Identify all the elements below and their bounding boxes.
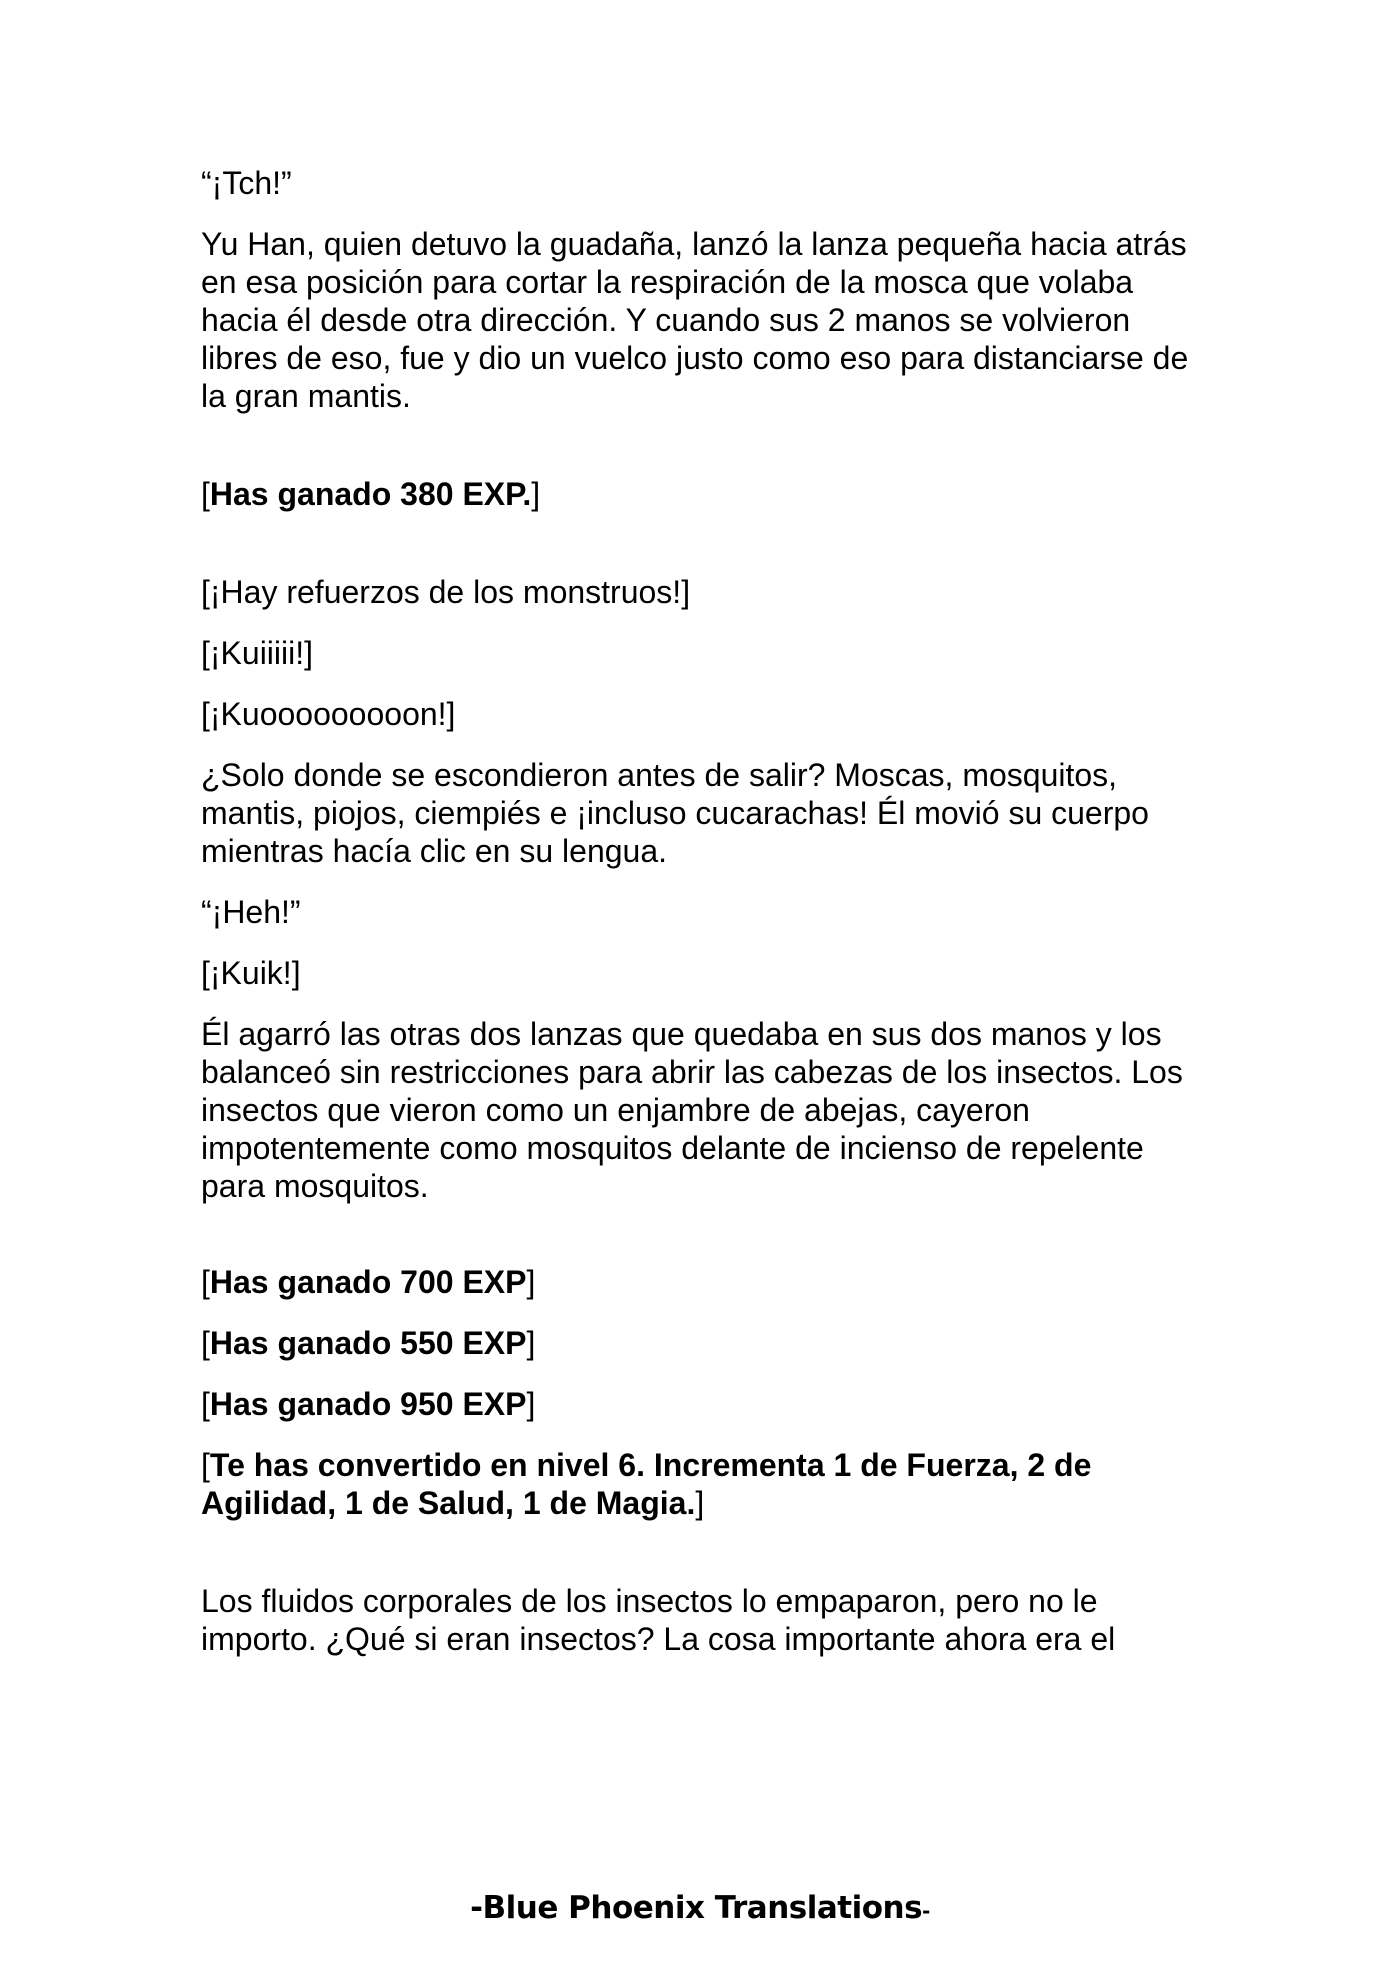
- footer-credit: Blue Phoenix Translations: [482, 1890, 923, 1926]
- system-message-exp-700: [Has ganado 700 EXP]: [201, 1264, 536, 1300]
- narration-paragraph-2: ¿Solo donde se escondieron antes de salir? Moscas, mosquitos, mantis, piojos, ciempiés e ¡incluso cucarachas! Él movió su cuerpo mientras hacía clic en su lengua.: [201, 757, 1149, 869]
- dialogue-heh: “¡Heh!”: [201, 894, 301, 930]
- sound-kuiiiii: [¡Kuiiiii!]: [201, 635, 314, 671]
- footer-suffix: -: [922, 1899, 930, 1923]
- system-message-exp-950-text: Has ganado 950 EXP: [209, 1386, 527, 1422]
- system-message-exp-950: [Has ganado 950 EXP]: [201, 1386, 536, 1422]
- system-message-exp-550: [Has ganado 550 EXP]: [201, 1325, 536, 1361]
- system-message-reinforcements: [¡Hay refuerzos de los monstruos!]: [201, 574, 691, 610]
- narration-paragraph-1: Yu Han, quien detuvo la guadaña, lanzó la lanza pequeña hacia atrás en esa posición para cortar la respiración de la mosca que volaba hacia él desde otra dirección. Y cuando sus 2 manos se volvieron libres de eso, fue y dio un vuelco justo como eso para distanciarse de la gran mantis.: [201, 226, 1189, 414]
- sound-kuik: [¡Kuik!]: [201, 955, 301, 991]
- sound-kuooooon: [¡Kuooooooooon!]: [201, 696, 456, 732]
- system-message-level-up-text: Te has convertido en nivel 6. Incrementa 1 de Fuerza, 2 de Agilidad, 1 de Salud, 1 de Magia.: [201, 1447, 1092, 1521]
- narration-paragraph-4: Los fluidos corporales de los insectos lo empaparon, pero no le importo. ¿Qué si eran insectos? La cosa importante ahora era el: [201, 1583, 1116, 1657]
- narration-paragraph-3: Él agarró las otras dos lanzas que quedaba en sus dos manos y los balanceó sin restricciones para abrir las cabezas de los insectos. Los insectos que vieron como un enjambre de abejas, cayeron impotentemente como mosquitos delante de incienso de repelente para mosquitos.: [201, 1016, 1183, 1204]
- system-message-exp-380-text: Has ganado 380 EXP.: [209, 476, 532, 512]
- system-message-exp-380: [Has ganado 380 EXP.]: [201, 476, 541, 512]
- dialogue-tch: “¡Tch!”: [201, 165, 292, 201]
- system-message-exp-700-text: Has ganado 700 EXP: [209, 1264, 527, 1300]
- page-footer: [0, 1890, 1400, 1926]
- system-message-level-up: [Te has convertido en nivel 6. Incrementa 1 de Fuerza, 2 de Agilidad, 1 de Salud, 1 de Magia.]: [201, 1447, 1092, 1521]
- system-message-exp-550-text: Has ganado 550 EXP: [209, 1325, 527, 1361]
- page-body: [201, 164, 1211, 1681]
- footer-prefix: -: [470, 1890, 483, 1926]
